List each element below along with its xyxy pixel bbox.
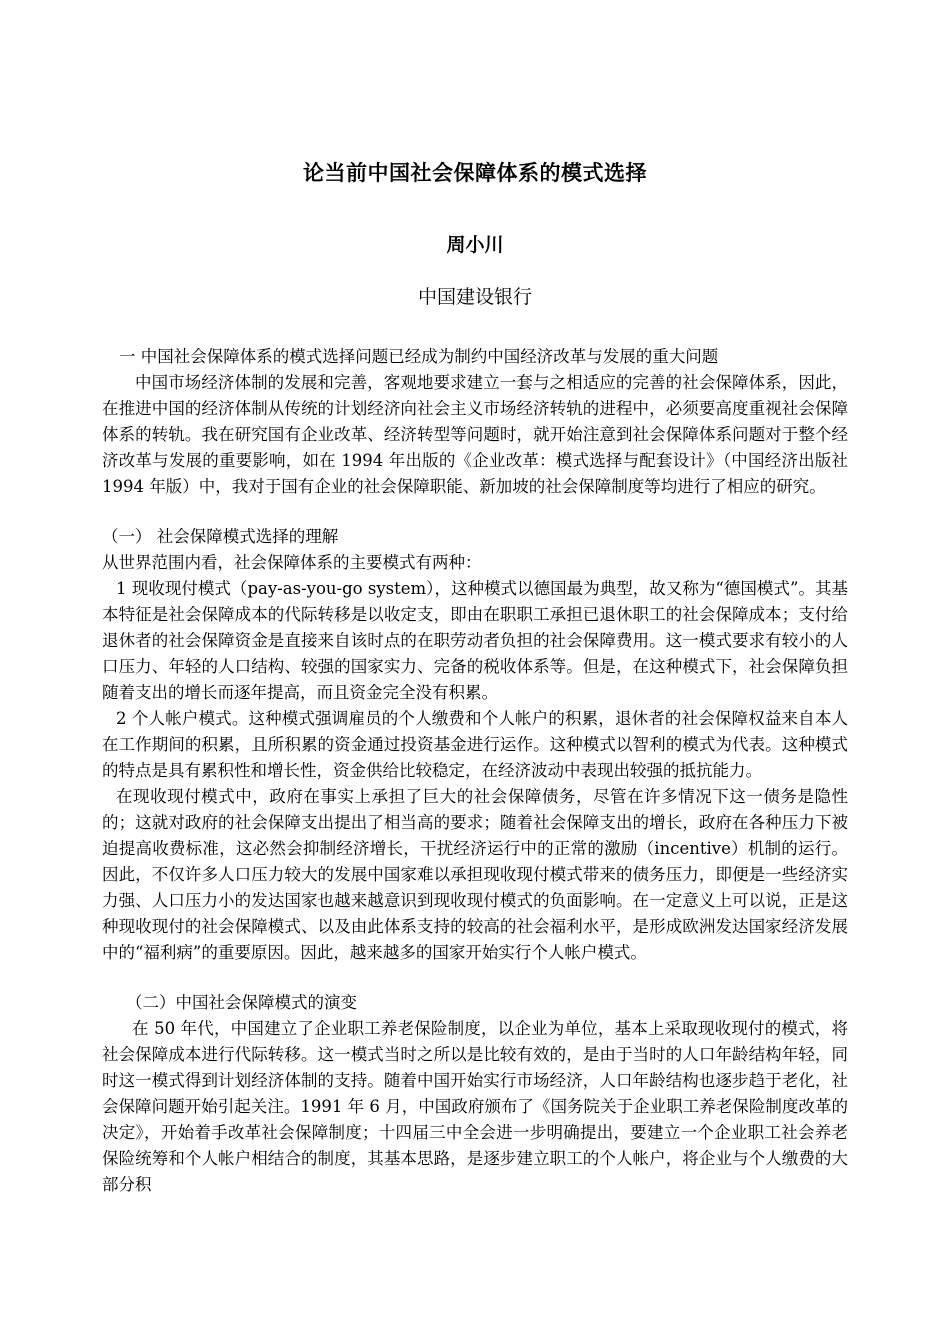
list-item: 1 现收现付模式（pay-as-you-go system），这种模式以德国最为典型，故又称为“德国模式”。其基本特征是社会保障成本的代际转移是以收定支，即由在职职工承担已退休职工的社会保障成本；支付给退休者的社会保障资金是直接来自该时点的在职劳动者负担的社会保障费用。这一模式要求有较小的人口压力、年轻的人口结构、较强的国家实力、完备的税收体系等。但是，在这种模式下，社会保障负担随着支出的增长而逐年提高，而且资金完全没有积累。	[102, 579, 848, 702]
article-body	[102, 344, 848, 1198]
subsection-paragraph: 在现收现付模式中，政府在事实上承担了巨大的社会保障债务，尽管在许多情况下这一债务是隐性的；这就对政府的社会保障支出提出了相当高的要求；随着社会保障支出的增长，政府在各种压力下被迫提高收费标准，这必然会抑制经济增长，干扰经济运行中的正常的激励（incentive）机制的运行。因此，不仅许多人口压力较大的发展中国家难以承担现收现付模式带来的债务压力，即便是一些经济实力强、人口压力小的发达国家也越来越意识到现收现付模式的负面影响。在一定意义上可以说，正是这种现收现付的社会保障模式、以及由此体系支持的较高的社会福利水平，是形成欧洲发达国家经济发展中的“福利病”的重要原因。因此，越来越多的国家开始实行个人帐户模式。	[102, 787, 848, 962]
page-title: 论当前中国社会保障体系的模式选择	[303, 160, 647, 185]
author-name: 周小川	[446, 234, 504, 256]
subsection-heading: （一） 社会保障模式选择的理解	[102, 527, 339, 546]
section-heading: 一 中国社会保障体系的模式选择问题已经成为制约中国经济改革与发展的重大问题	[119, 347, 719, 366]
subsection-paragraph: 在 50 年代，中国建立了企业职工养老保险制度，以企业为单位，基本上采取现收现付的模式，将社会保障成本进行代际转移。这一模式当时之所以是比较有效的，是由于当时的人口年龄结构年轻，同时这一模式得到计划经济体制的支持。随着中国开始实行市场经济，人口年龄结构也逐步趋于老化，社会保障问题开始引起关注。1991 年 6 月，中国政府颁布了《国务院关于企业职工养老保险制度改革的决定》，开始着手改革社会保障制度；十四届三中全会进一步明确提出，要建立一个企业职工社会养老保险统筹和个人帐户相结合的制度，其基本思路，是逐步建立职工的个人帐户，将企业与个人缴费的大部分积	[102, 1019, 848, 1194]
author-affiliation: 中国建设银行	[417, 286, 532, 308]
subsection-heading: （二）中国社会保障模式的演变	[126, 993, 357, 1012]
subsection-intro: 从世界范围内看，社会保障体系的主要模式有两种：	[102, 553, 482, 572]
section-paragraph: 中国市场经济体制的发展和完善，客观地要求建立一套与之相适应的完善的社会保障体系，因此，在推进中国的经济体制从传统的计划经济向社会主义市场经济转轨的进程中，必须要高度重视社会保障体系的转轨。我在研究国有企业改革、经济转型等问题时，就开始注意到社会保障体系问题对于整个经济改革与发展的重要影响，如在 1994 年出版的《企业改革：模式选择与配套设计》（中国经济出版社 1994 年版）中，我对于国有企业的社会保障职能、新加坡的社会保障制度等均进行了相应的研究。	[102, 373, 848, 496]
list-item: 2 个人帐户模式。这种模式强调雇员的个人缴费和个人帐户的积累，退休者的社会保障权益来自本人在工作期间的积累，且所积累的资金通过投资基金进行运作。这种模式以智利的模式为代表。这种模式的特点是具有累积性和增长性，资金供给比较稳定，在经济波动中表现出较强的抵抗能力。	[102, 709, 848, 780]
